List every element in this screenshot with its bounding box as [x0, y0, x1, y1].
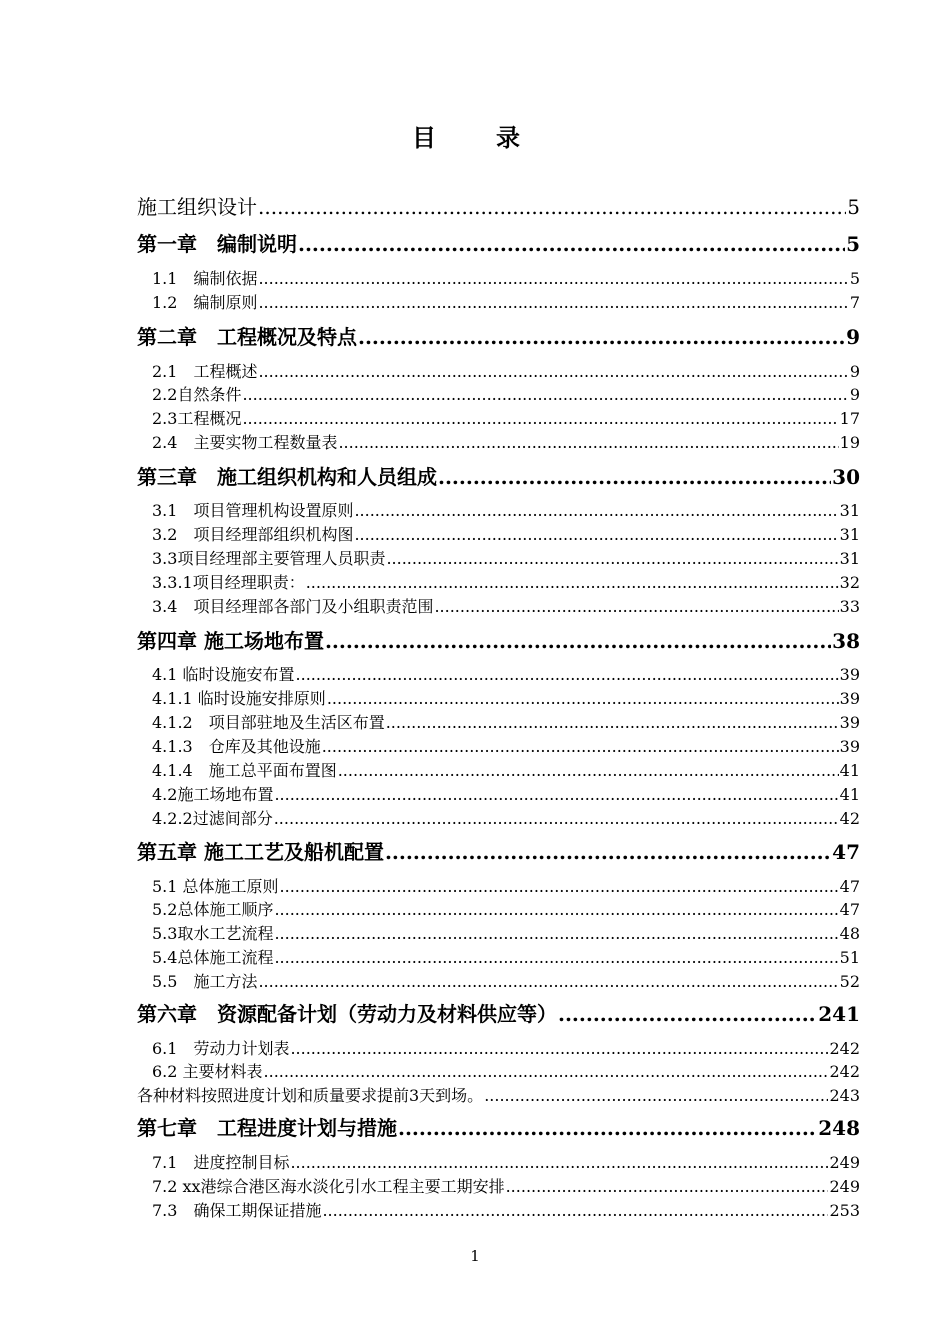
toc-dot-leader [290, 1038, 828, 1060]
page-number: 1 [470, 1247, 480, 1265]
toc-entry[interactable] [137, 1200, 860, 1222]
toc-dot-leader [338, 432, 838, 454]
toc-entry[interactable] [137, 194, 860, 220]
toc-entry-page: 39 [839, 689, 860, 708]
toc-entry[interactable] [137, 324, 860, 350]
toc-entry-page: 47 [839, 877, 860, 896]
toc-entry[interactable] [137, 899, 860, 921]
toc-entry[interactable] [137, 760, 860, 782]
toc-dot-leader [264, 1061, 829, 1083]
toc-entry-page: 41 [839, 761, 860, 780]
toc-entry-page: 241 [818, 1002, 860, 1026]
toc-entry[interactable] [137, 1176, 860, 1198]
toc-entry[interactable] [137, 664, 860, 686]
toc-entry[interactable] [137, 971, 860, 993]
toc-entry-label: 2.2自然条件 [152, 385, 242, 404]
toc-entry-label: 6.2 主要材料表 [152, 1062, 263, 1081]
toc-dot-leader [242, 408, 838, 430]
toc-entry-label: 1.2 编制原则 [152, 293, 258, 312]
toc-dot-leader [358, 324, 845, 350]
toc-dot-leader [258, 361, 848, 383]
toc-dot-leader [506, 1176, 829, 1198]
toc-entry[interactable] [137, 839, 860, 865]
toc-dot-leader [322, 736, 839, 758]
toc-entry[interactable] [137, 292, 860, 314]
toc-entry[interactable] [137, 500, 860, 522]
toc-entry[interactable] [137, 947, 860, 969]
toc-entry-page: 253 [829, 1201, 860, 1220]
toc-entry[interactable] [137, 1061, 860, 1083]
toc-entry-page: 41 [839, 785, 860, 804]
toc-entry-page: 33 [839, 597, 860, 616]
toc-entry-label: 3.1 项目管理机构设置原则 [152, 501, 354, 520]
toc-dot-leader [438, 464, 831, 490]
toc-entry-page: 47 [832, 840, 860, 864]
toc-entry-label: 2.1 工程概述 [152, 362, 258, 381]
toc-dot-leader [280, 876, 839, 898]
toc-dot-leader [325, 628, 831, 654]
toc-dot-leader [338, 760, 839, 782]
toc-entry-label: 第六章 资源配备计划（劳动力及材料供应等） [137, 1002, 557, 1026]
toc-dot-leader [306, 572, 839, 594]
toc-entry-label: 第一章 编制说明 [137, 232, 297, 256]
toc-entry[interactable] [137, 268, 860, 290]
toc-entry-page: 51 [839, 948, 860, 967]
toc-entry[interactable] [137, 1152, 860, 1174]
toc-entry-label: 第四章 施工场地布置 [137, 629, 324, 653]
toc-dot-leader [354, 524, 838, 546]
toc-entry-label: 4.2.2过滤间部分 [152, 809, 273, 828]
toc-entry-page: 32 [839, 573, 860, 592]
toc-entry-label: 4.1.3 仓库及其他设施 [152, 737, 321, 756]
toc-entry-page: 248 [818, 1116, 860, 1140]
toc-entry-page: 42 [839, 809, 860, 828]
toc-dot-leader [274, 899, 838, 921]
toc-entry-label: 各种材料按照进度计划和质量要求提前3天到场。 [137, 1086, 484, 1105]
toc-entry-label: 施工组织设计 [137, 195, 257, 219]
toc-entry-page: 47 [839, 900, 860, 919]
toc-entry[interactable] [137, 408, 860, 430]
toc-entry-page: 249 [829, 1153, 860, 1172]
toc-entry[interactable] [137, 923, 860, 945]
toc-entry-label: 3.2 项目经理部组织机构图 [152, 525, 354, 544]
toc-entry-label: 4.1.2 项目部驻地及生活区布置 [152, 713, 385, 732]
toc-dot-leader [242, 384, 848, 406]
toc-entry-label: 7.3 确保工期保证措施 [152, 1201, 322, 1220]
toc-entry-page: 19 [839, 433, 860, 452]
toc-entry-label: 5.5 施工方法 [152, 972, 258, 991]
toc-entry-page: 5 [847, 195, 860, 219]
toc-entry-page: 9 [849, 362, 860, 381]
toc-entry-label: 3.3.1项目经理职责： [152, 573, 305, 592]
toc-entry[interactable] [137, 1115, 860, 1141]
toc-entry-page: 9 [846, 325, 860, 349]
toc-dot-leader [290, 1152, 828, 1174]
toc-entry-label: 2.4 主要实物工程数量表 [152, 433, 338, 452]
toc-entry[interactable] [137, 876, 860, 898]
toc-entry[interactable] [137, 1001, 860, 1027]
toc-entry-label: 第二章 工程概况及特点 [137, 325, 357, 349]
toc-entry-page: 7 [849, 293, 860, 312]
toc-dot-leader [327, 688, 839, 710]
toc-entry-label: 4.1.1 临时设施安排原则 [152, 689, 326, 708]
toc-entry-label: 1.1 编制依据 [152, 269, 258, 288]
toc-dot-leader [274, 947, 838, 969]
toc-entry[interactable] [137, 361, 860, 383]
toc-dot-leader [386, 712, 839, 734]
toc-entry-label: 2.3工程概况 [152, 409, 242, 428]
toc-entry[interactable] [137, 688, 860, 710]
toc-entry[interactable] [137, 384, 860, 406]
toc-entry[interactable] [137, 1085, 860, 1107]
toc-entry-label: 4.2施工场地布置 [152, 785, 274, 804]
toc-entry-page: 9 [849, 385, 860, 404]
toc-entry[interactable] [137, 524, 860, 546]
toc-entry-page: 242 [829, 1039, 860, 1058]
toc-dot-leader [385, 839, 831, 865]
toc-dot-leader [354, 500, 838, 522]
toc-entry-page: 39 [839, 713, 860, 732]
toc-dot-leader [558, 1001, 817, 1027]
toc-entry-page: 30 [832, 465, 860, 489]
toc-entry-label: 5.1 总体施工原则 [152, 877, 279, 896]
toc-entry-page: 52 [839, 972, 860, 991]
toc-entry-label: 6.1 劳动力计划表 [152, 1039, 290, 1058]
toc-entry-page: 39 [839, 665, 860, 684]
toc-entry-label: 第七章 工程进度计划与措施 [137, 1116, 397, 1140]
toc-dot-leader [274, 784, 838, 806]
toc-entry-page: 5 [846, 232, 860, 256]
toc-entry-label: 第五章 施工工艺及船机配置 [137, 840, 384, 864]
toc-dot-leader [274, 923, 838, 945]
toc-dot-leader [258, 971, 838, 993]
toc-entry-label: 5.2总体施工顺序 [152, 900, 274, 919]
toc-entry-label: 3.4 项目经理部各部门及小组职责范围 [152, 597, 434, 616]
toc-entry-label: 5.4总体施工流程 [152, 948, 274, 967]
toc-entry-page: 31 [839, 501, 860, 520]
toc-dot-leader [258, 268, 848, 290]
toc-entry[interactable] [137, 808, 860, 830]
toc-entry-label: 4.1.4 施工总平面布置图 [152, 761, 337, 780]
toc-entry[interactable] [137, 712, 860, 734]
toc-entry-page: 31 [839, 525, 860, 544]
toc-entry[interactable] [137, 1038, 860, 1060]
toc-entry-page: 5 [849, 269, 860, 288]
toc-entry[interactable] [137, 548, 860, 570]
toc-entry-label: 5.3取水工艺流程 [152, 924, 274, 943]
toc-entry-page: 17 [839, 409, 860, 428]
toc-dot-leader [258, 194, 846, 220]
toc-dot-leader [386, 548, 838, 570]
toc-entry-label: 7.1 进度控制目标 [152, 1153, 290, 1172]
toc-entry-page: 31 [839, 549, 860, 568]
toc-entry-page: 48 [839, 924, 860, 943]
toc-entry-label: 第三章 施工组织机构和人员组成 [137, 465, 437, 489]
toc-dot-leader [298, 231, 845, 257]
toc-entry-page: 242 [829, 1062, 860, 1081]
toc-dot-leader [434, 596, 838, 618]
toc-dot-leader [296, 664, 839, 686]
toc-entry[interactable] [137, 432, 860, 454]
toc-entry-page: 249 [829, 1177, 860, 1196]
toc-entry-label: 7.2 xx港综合港区海水淡化引水工程主要工期安排 [152, 1177, 505, 1196]
toc-entry[interactable] [137, 736, 860, 758]
toc-entry[interactable] [137, 628, 860, 654]
toc-entry-label: 3.3项目经理部主要管理人员职责 [152, 549, 386, 568]
toc-entry[interactable] [137, 231, 860, 257]
toc-dot-leader [484, 1085, 828, 1107]
toc-entry-page: 38 [832, 629, 860, 653]
toc-dot-leader [274, 808, 839, 830]
toc-dot-leader [398, 1115, 817, 1141]
toc-dot-leader [258, 292, 848, 314]
toc-entry-page: 243 [829, 1086, 860, 1105]
toc-entry-page: 39 [839, 737, 860, 756]
toc-entry[interactable] [137, 464, 860, 490]
toc-entry-label: 4.1 临时设施安布置 [152, 665, 295, 684]
page-title: 目 录 [412, 123, 538, 152]
toc-entry[interactable] [137, 784, 860, 806]
toc-entry[interactable] [137, 572, 860, 594]
toc-dot-leader [322, 1200, 828, 1222]
toc-entry[interactable] [137, 596, 860, 618]
